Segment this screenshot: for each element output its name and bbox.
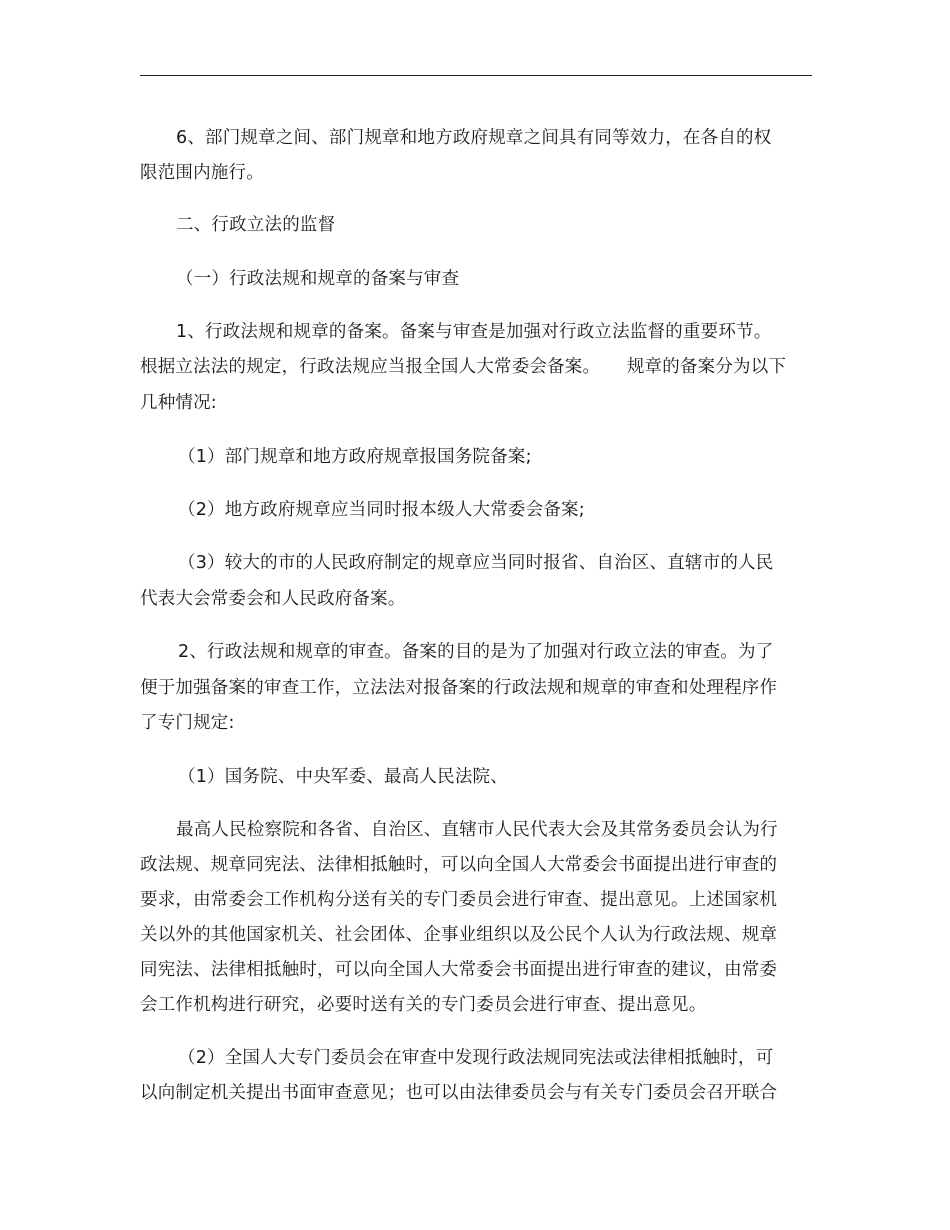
paragraph-line: 代表大会常委会和人民政府备案。 [140,589,406,609]
list-item: （2）地方政府规章应当同时报本级人大常委会备案; [178,500,585,520]
list-item: （2）全国人大专门委员会在审查中发现行政法规同宪法或法律相抵触时，可 [178,1048,774,1068]
subsection-heading: （一）行政法规和规章的备案与审查 [176,269,460,289]
paragraph-line: 2、行政法规和规章的审查。备案的目的是为了加强对行政立法的审查。为了 [178,642,774,662]
paragraph-line: 1、行政法规和规章的备案。备案与审查是加强对行政立法监督的重要环节。 [176,322,772,342]
list-item: （1）部门规章和地方政府规章报国务院备案; [178,447,532,467]
list-item: （1）国务院、中央军委、最高人民法院、 [178,767,508,787]
paragraph-line: 根据立法法的规定，行政法规应当报全国人大常委会备案。 规章的备案分为以下 [140,357,787,377]
paragraph-line: 最高人民检察院和各省、自治区、直辖市人民代表大会及其常务委员会认为行 [176,820,778,840]
paragraph-line: 会工作机构进行研究，必要时送有关的专门委员会进行审查、提出意见。 [140,995,707,1015]
list-item: （3）较大的市的人民政府制定的规章应当同时报省、自治区、直辖市的人民 [178,553,774,573]
paragraph-line: 政法规、规章同宪法、法律相抵触时，可以向全国人大常委会书面提出进行审查的 [140,855,778,875]
paragraph-line: 6、部门规章之间、部门规章和地方政府规章之间具有同等效力，在各自的权 [176,128,772,148]
paragraph-line: 便于加强备案的审查工作，立法法对报备案的行政法规和规章的审查和处理程序作 [140,678,778,698]
paragraph-line: 同宪法、法律相抵触时，可以向全国人大常委会书面提出进行审查的建议，由常委 [140,960,778,980]
section-heading: 二、行政立法的监督 [176,215,336,235]
paragraph-line: 限范围内施行。 [140,163,264,183]
paragraph-line: 以向制定机关提出书面审查意见；也可以由法律委员会与有关专门委员会召开联合 [140,1083,778,1103]
paragraph-line: 关以外的其他国家机关、社会团体、企事业组织以及公民个人认为行政法规、规章 [140,925,778,945]
paragraph-line: 要求，由常委会工作机构分送有关的专门委员会进行审查、提出意见。上述国家机 [140,890,778,910]
paragraph-line: 了专门规定: [140,713,235,733]
header-rule [140,75,812,76]
paragraph-line: 几种情况: [140,393,217,413]
